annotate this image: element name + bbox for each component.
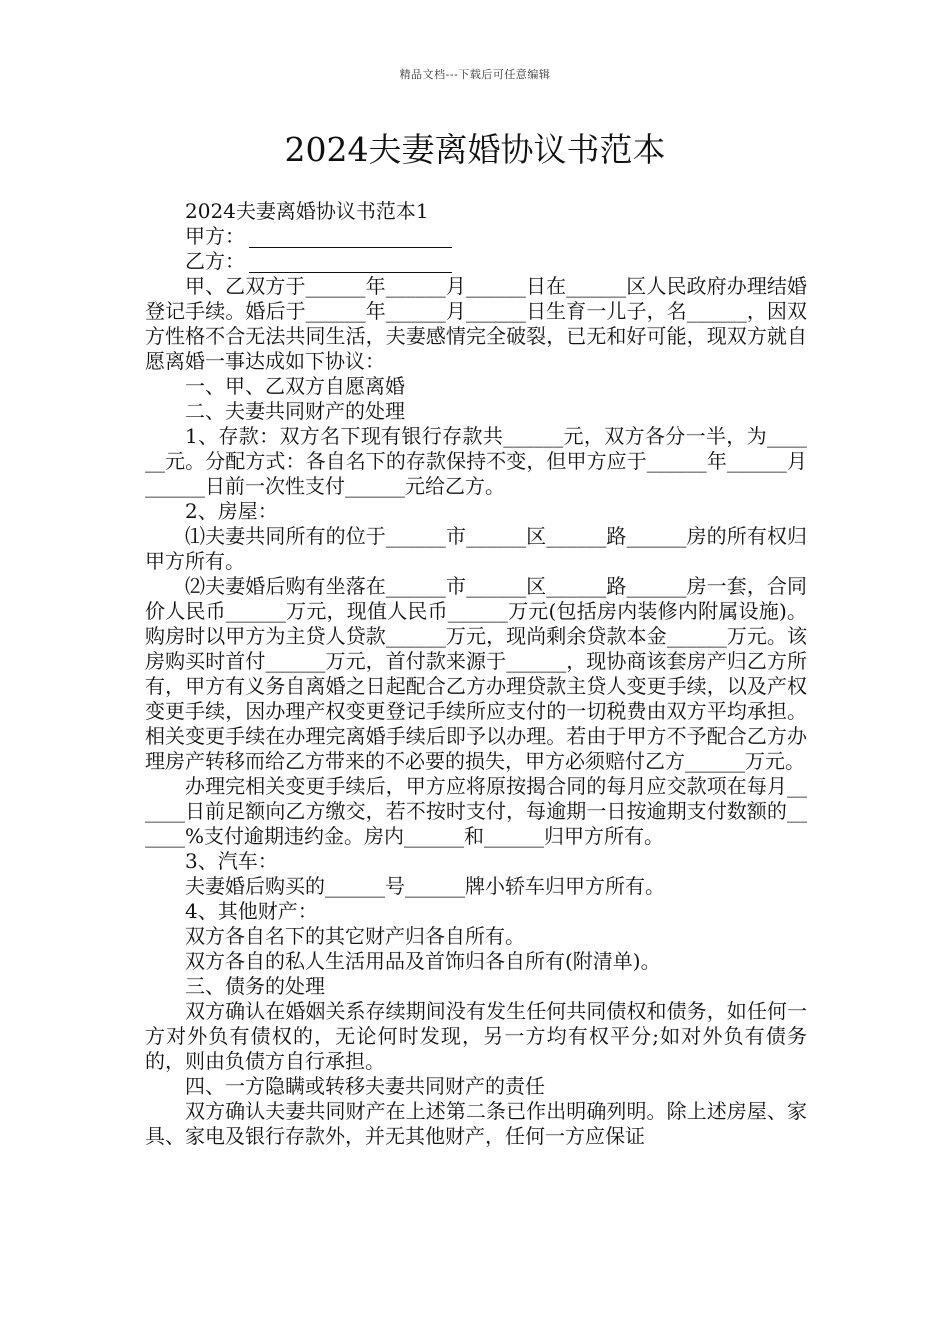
paragraph-housing-2: ⑵夫妻婚后购有坐落在______市______区______路______房一套，合同价人民币______万元，现值人民币______万元(包括房内装修内附属设施)。购房时以甲方为主贷人贷款______万元，现尚剩余贷款本金______万元。该房购买时首付______万元，首付款来源于______，现协商该套房产归乙方所有，甲方有义务自离婚之日起配合乙方办理贷款主贷人变更手续，以及产权变更手续，因办理产权变更登记手续所应支付的一切税费由双方平均承担。相关变更手续在办理完离婚手续后即予以办理。若由于甲方不予配合乙方办理房产转移而给乙方带来的不必要的损失，甲方必须赔付乙方______万元。 [145, 574, 807, 773]
party-b-line [145, 249, 807, 274]
heading-divorce-consent: 一、甲、乙双方自愿离婚 [185, 374, 405, 398]
paragraph-marriage-info: 甲、乙双方于______年______月______日在______区人民政府办理结婚登记手续。婚后于______年______月______日生育一儿子，名______，因双方性格不合无法共同生活，夫妻感情完全破裂，已无和好可能，现双方就自愿离婚一事达成如下协议： [145, 274, 807, 373]
party-b-blank [249, 252, 452, 273]
party-a-line [145, 224, 807, 249]
heading-concealment: 四、一方隐瞒或转移夫妻共同财产的责任 [185, 1074, 545, 1098]
heading-debts: 三、债务的处理 [185, 974, 325, 998]
paragraph-concealment: 双方确认夫妻共同财产在上述第二条已作出明确列明。除上述房屋、家具、家电及银行存款外，并无其他财产，任何一方应保证 [145, 1099, 807, 1148]
paragraph-deposits: 1、存款：双方名下现有银行存款共______元，双方各分一半，为______元。分配方式：各自名下的存款保持不变，但甲方应于______年______月______日前一次性支付______元给乙方。 [145, 424, 807, 498]
heading-housing: 2、房屋： [185, 499, 278, 523]
document-subtitle: 2024夫妻离婚协议书范本1 [185, 199, 429, 223]
paragraph-mortgage-payment: 办理完相关变更手续后，甲方应将原按揭合同的每月应交款项在每月______日前足额向乙方缴交，若不按时支付，每逾期一日按逾期支付数额的______%支付逾期违约金。房内______和______归甲方所有。 [145, 774, 807, 848]
page-header: 精品文档---下载后可任意编辑 [399, 68, 551, 81]
heading-car: 3、汽车： [185, 849, 278, 873]
document-body [145, 199, 807, 1149]
document-title: 2024夫妻离婚协议书范本 [284, 130, 666, 169]
heading-other-property: 4、其他财产： [185, 899, 318, 923]
party-a-blank [249, 227, 452, 248]
paragraph-housing-1: ⑴夫妻共同所有的位于______市______区______路______房的所有权归甲方所有。 [145, 524, 807, 573]
paragraph-car: 夫妻婚后购买的______号______牌小轿车归甲方所有。 [185, 874, 665, 898]
heading-joint-property: 二、夫妻共同财产的处理 [185, 399, 405, 423]
party-b-label: 乙方： [185, 249, 245, 273]
party-a-label: 甲方： [185, 224, 245, 248]
paragraph-debts: 双方确认在婚姻关系存续期间没有发生任何共同债权和债务，如任何一方对外负有债权的，无论何时发现，另一方均有权平分;如对外负有债务的，则由负债方自行承担。 [145, 999, 807, 1073]
paragraph-other-property-2: 双方各自的私人生活用品及首饰归各自所有(附清单)。 [185, 949, 661, 973]
paragraph-other-property-1: 双方各自名下的其它财产归各自所有。 [185, 924, 525, 948]
